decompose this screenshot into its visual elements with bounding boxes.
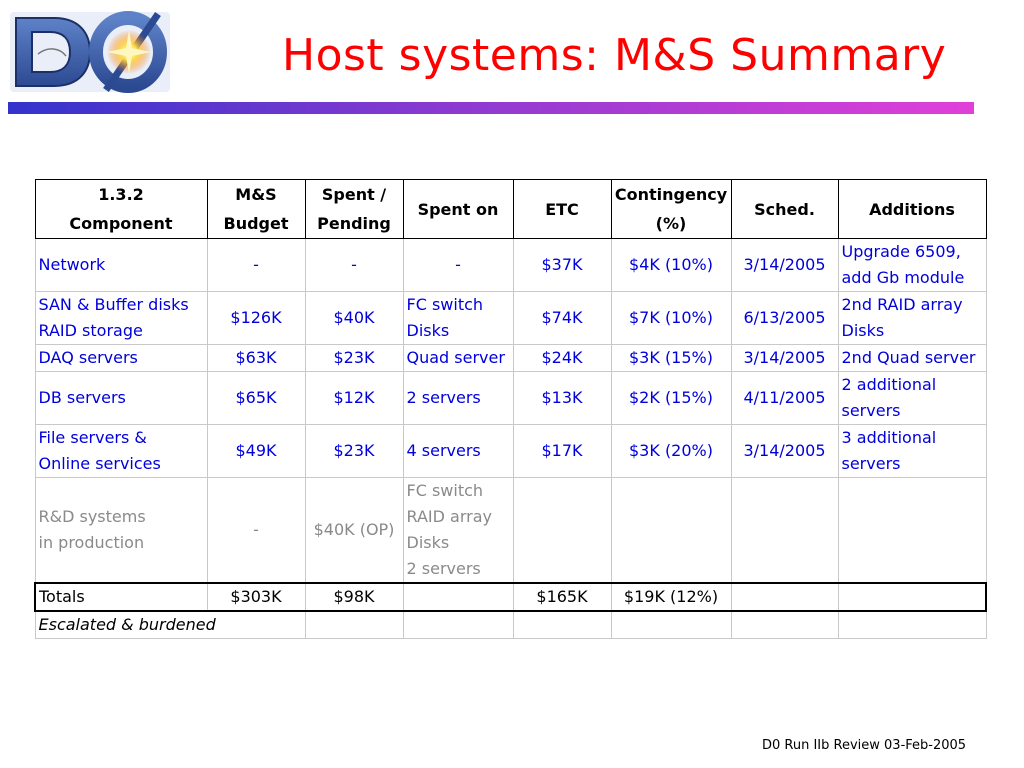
- cell-spent-on: Quad server: [403, 345, 513, 372]
- cell-sched: [731, 478, 838, 584]
- cell-contingency: $4K (10%): [611, 239, 731, 292]
- cell-additions: 2 additional servers: [838, 372, 986, 425]
- table-row: [35, 425, 986, 478]
- title-underline-bar: [8, 102, 974, 114]
- totals-contingency: $19K (12%): [611, 583, 731, 611]
- table-header-row: [35, 180, 986, 239]
- table-row: [35, 372, 986, 425]
- totals-additions: [838, 583, 986, 611]
- totals-sched: [731, 583, 838, 611]
- cell-budget: $126K: [207, 292, 305, 345]
- cell-spent-on: 4 servers: [403, 425, 513, 478]
- cell-additions: [838, 478, 986, 584]
- header-budget: M&S Budget: [207, 180, 305, 239]
- cell-budget: -: [207, 478, 305, 584]
- header-spent: Spent / Pending: [305, 180, 403, 239]
- escalated-cell: [731, 611, 838, 639]
- cell-spent-on: FC switch Disks: [403, 292, 513, 345]
- cell-contingency: $7K (10%): [611, 292, 731, 345]
- page-title: Host systems: M&S Summary: [282, 30, 947, 81]
- escalated-row: [35, 611, 986, 639]
- cell-spent-on: FC switch RAID array Disks 2 servers: [403, 478, 513, 584]
- cell-budget: $63K: [207, 345, 305, 372]
- cell-sched: 6/13/2005: [731, 292, 838, 345]
- cell-contingency: $3K (15%): [611, 345, 731, 372]
- cell-budget: $49K: [207, 425, 305, 478]
- cell-spent: $12K: [305, 372, 403, 425]
- cell-spent-on: -: [403, 239, 513, 292]
- totals-row: [35, 583, 986, 611]
- cell-sched: 3/14/2005: [731, 239, 838, 292]
- cell-contingency: [611, 478, 731, 584]
- totals-spent-on: [403, 583, 513, 611]
- cell-contingency: $2K (15%): [611, 372, 731, 425]
- cell-contingency: $3K (20%): [611, 425, 731, 478]
- escalated-cell: [611, 611, 731, 639]
- escalated-label: Escalated & burdened: [35, 611, 305, 639]
- cell-budget: $65K: [207, 372, 305, 425]
- cell-sched: 3/14/2005: [731, 425, 838, 478]
- escalated-cell: [403, 611, 513, 639]
- table-row: [35, 345, 986, 372]
- cell-etc: [513, 478, 611, 584]
- table-row: [35, 478, 986, 584]
- header-spent-on: Spent on: [403, 180, 513, 239]
- totals-budget: $303K: [207, 583, 305, 611]
- cell-etc: $13K: [513, 372, 611, 425]
- cell-etc: $74K: [513, 292, 611, 345]
- cell-additions: 3 additional servers: [838, 425, 986, 478]
- cell-additions: 2nd RAID array Disks: [838, 292, 986, 345]
- cell-etc: $17K: [513, 425, 611, 478]
- footer-text: D0 Run IIb Review 03-Feb-2005: [762, 738, 967, 753]
- cell-spent: $40K (OP): [305, 478, 403, 584]
- cell-spent: $40K: [305, 292, 403, 345]
- table-row: [35, 292, 986, 345]
- cell-spent: $23K: [305, 345, 403, 372]
- cell-additions: 2nd Quad server: [838, 345, 986, 372]
- escalated-cell: [513, 611, 611, 639]
- cell-budget: -: [207, 239, 305, 292]
- escalated-cell: [838, 611, 986, 639]
- cell-spent: -: [305, 239, 403, 292]
- cell-sched: 3/14/2005: [731, 345, 838, 372]
- logo-graphic: [8, 8, 178, 96]
- cell-sched: 4/11/2005: [731, 372, 838, 425]
- totals-etc: $165K: [513, 583, 611, 611]
- cell-component: File servers & Online services: [35, 425, 207, 478]
- cell-spent: $23K: [305, 425, 403, 478]
- cell-etc: $24K: [513, 345, 611, 372]
- d0-experiment-logo: [8, 8, 178, 96]
- cell-component: DB servers: [35, 372, 207, 425]
- cell-additions: Upgrade 6509, add Gb module: [838, 239, 986, 292]
- escalated-cell: [305, 611, 403, 639]
- ms-summary-table: [34, 179, 987, 639]
- cell-spent-on: 2 servers: [403, 372, 513, 425]
- totals-label: Totals: [35, 583, 207, 611]
- header-etc: ETC: [513, 180, 611, 239]
- table-row: [35, 239, 986, 292]
- cell-component: SAN & Buffer disks RAID storage: [35, 292, 207, 345]
- cell-component: DAQ servers: [35, 345, 207, 372]
- cell-component: Network: [35, 239, 207, 292]
- totals-spent: $98K: [305, 583, 403, 611]
- cell-etc: $37K: [513, 239, 611, 292]
- cell-component: R&D systems in production: [35, 478, 207, 584]
- header-component: 1.3.2 Component: [35, 180, 207, 239]
- header-sched: Sched.: [731, 180, 838, 239]
- header-contingency: Contingency (%): [611, 180, 731, 239]
- header-additions: Additions: [838, 180, 986, 239]
